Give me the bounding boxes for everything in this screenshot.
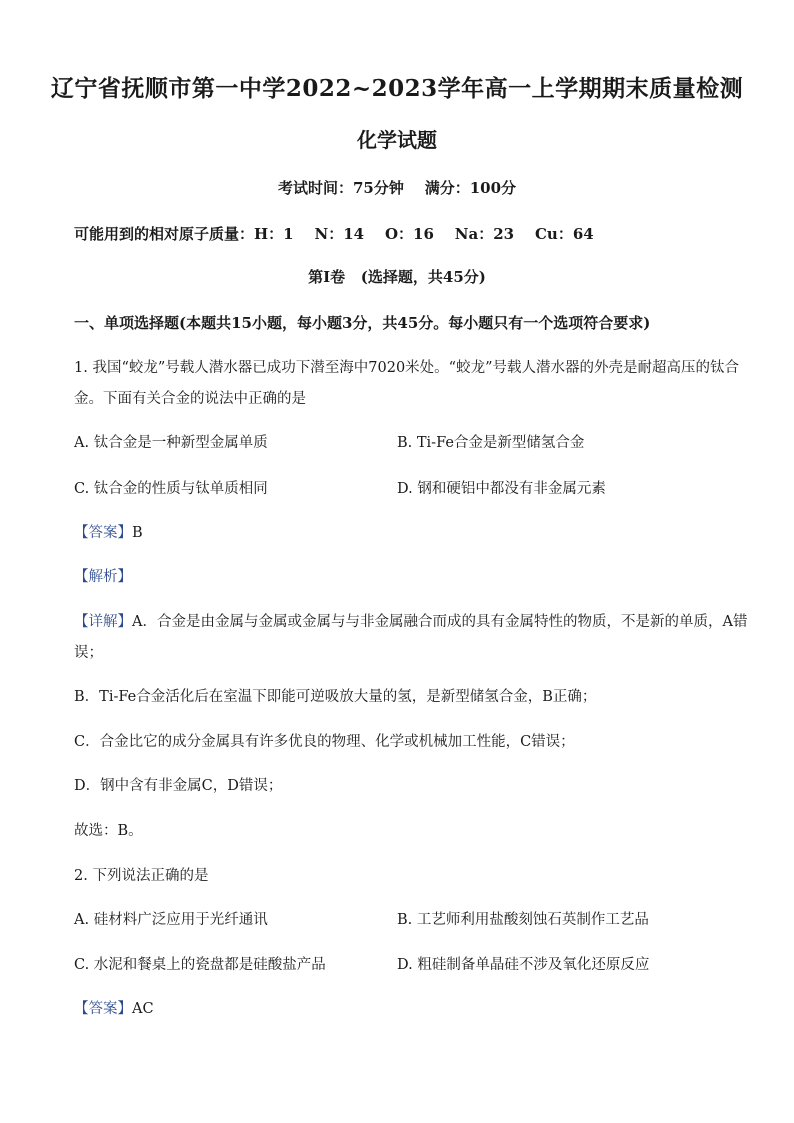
- q1-option-b: B. Ti-Fe合金是新型储氢合金: [397, 435, 585, 451]
- section-title: 一、单项选择题(本题共15小题，每小题3分，共45分。每小题只有一个选项符合要求): [74, 314, 651, 332]
- answer-tag: 【答案】: [74, 525, 132, 541]
- detail-a-text: A．合金是由金属与金属或金属与与非金属融合而成的具有金属特性的物质，不是新的单质，A错: [132, 614, 748, 630]
- q1-detail-a-line2: 误；: [74, 645, 103, 661]
- q1-conclusion: 故选：B。: [74, 823, 143, 839]
- document-title: 辽宁省抚顺市第一中学2022~2023学年高一上学期期末质量检测: [50, 75, 744, 102]
- q2-answer: [74, 997, 154, 1018]
- q1-stem-line2: 金。下面有关合金的说法中正确的是: [74, 391, 306, 407]
- q1-detail-a-line1: [74, 610, 747, 631]
- exam-info: 考试时间：75分钟 满分：100分: [277, 179, 517, 197]
- q1-stem-line1: 1. 我国“蛟龙”号载人潜水器已成功下潜至海中7020米处。“蛟龙”号载人潜水器的外壳是耐超高压的钛合: [74, 360, 739, 376]
- answer-tag: 【答案】: [74, 1001, 132, 1017]
- answer-value: AC: [132, 1001, 154, 1017]
- q1-detail-c: C．合金比它的成分金属具有许多优良的物理、化学或机械加工性能，C错误；: [74, 734, 575, 750]
- q2-option-d: D. 粗硅制备单晶硅不涉及氧化还原反应: [397, 957, 650, 973]
- q2-option-b: B. 工艺师利用盐酸刻蚀石英制作工艺品: [397, 912, 649, 928]
- q2-option-c: C. 水泥和餐桌上的瓷盘都是硅酸盐产品: [74, 957, 326, 973]
- q1-option-d: D. 钢和硬铝中都没有非金属元素: [397, 481, 606, 497]
- q1-option-c: C. 钛合金的性质与钛单质相同: [74, 481, 268, 497]
- q2-stem: 2. 下列说法正确的是: [74, 868, 209, 884]
- detail-tag: 【详解】: [74, 614, 132, 630]
- part-title: 第Ⅰ卷 (选择题，共45分): [308, 268, 486, 286]
- atomic-masses: 可能用到的相对原子质量：H：1 N：14 O：16 Na：23 Cu：64: [74, 225, 594, 243]
- q1-detail-d: D．钢中含有非金属C，D错误；: [74, 778, 283, 794]
- q1-answer: [74, 521, 143, 542]
- document-subtitle: 化学试题: [357, 128, 437, 152]
- q1-analysis-tag: 【解析】: [74, 569, 132, 585]
- q1-detail-b: B．Ti-Fe合金活化后在室温下即能可逆吸放大量的氢，是新型储氢合金，B正确；: [74, 689, 597, 705]
- q1-option-a: A. 钛合金是一种新型金属单质: [74, 435, 268, 451]
- answer-value: B: [132, 525, 143, 541]
- q2-option-a: A. 硅材料广泛应用于光纤通讯: [74, 912, 268, 928]
